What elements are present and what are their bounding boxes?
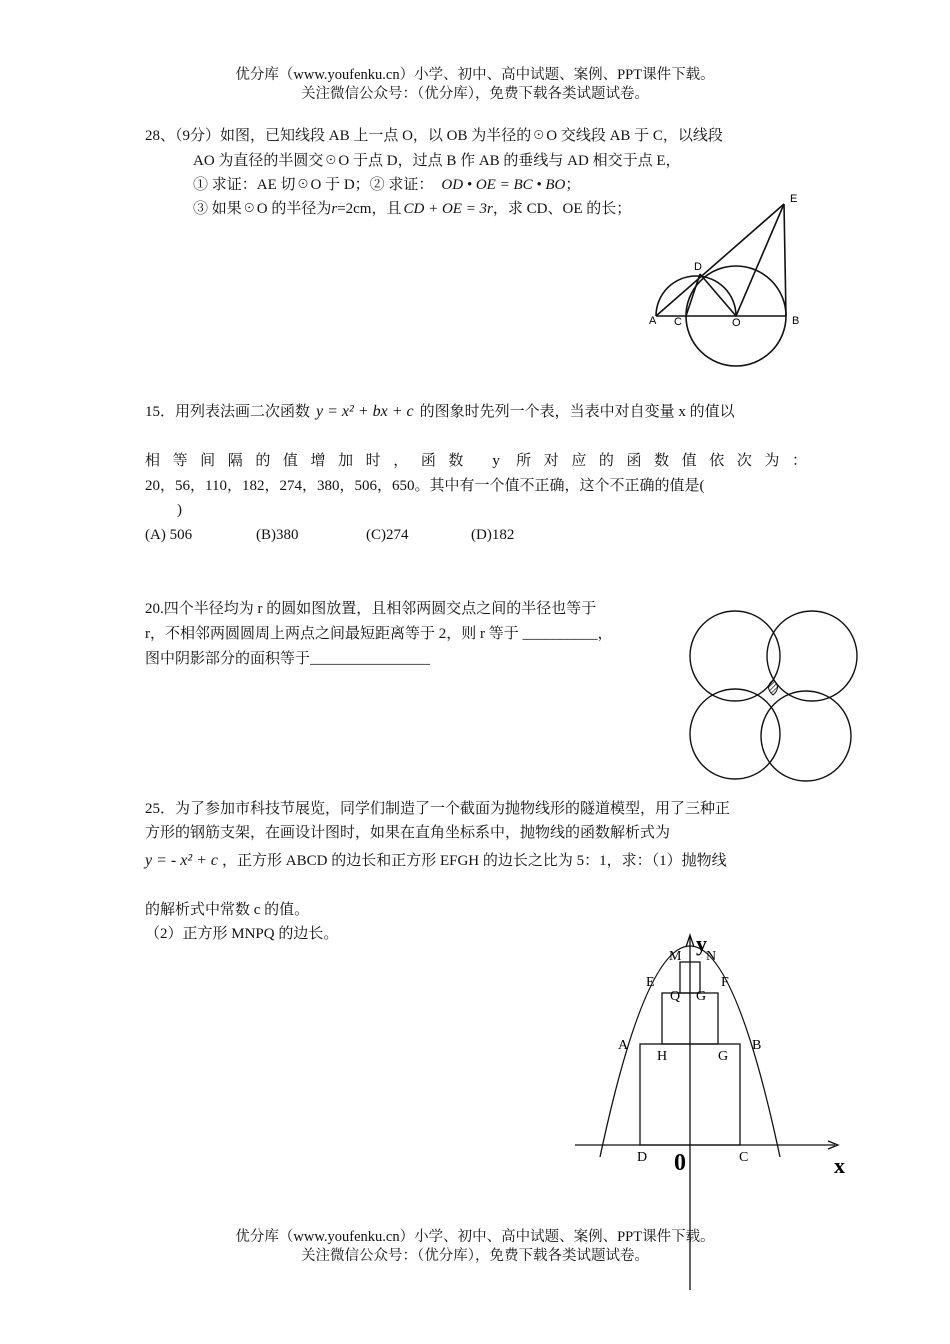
q28-segment-be [784,204,786,316]
q28-line-4 [193,197,631,221]
q28-line-4-end: ，求 CD、OE 的长； [492,201,632,217]
q28-radius-symbol: r [331,201,338,217]
q28-label-b: B [792,315,800,327]
header-line-2: 关注微信公众号：（优分库），免费下载各类试题试卷。 [301,86,649,102]
q15-formula: y = x² + bx + c [316,403,414,420]
q25-label-origin: 0 [674,1150,686,1176]
q20-line-2: r，不相邻两圆圆周上两点之间最短距离等于 2，则 r 等于 __________， [145,626,613,642]
q28-label-a: A [649,315,657,327]
q15-line-1-end: 的图象时先列一个表，当表中对自变量 x 的值以 [419,404,735,420]
q28-label-c: C [674,316,682,328]
q25-formula: y = - x² + c [145,852,219,869]
q28-segment-oe [736,204,784,316]
q25-label-b: B [752,1038,762,1053]
q28-label-o: O [732,317,741,329]
q28-line-4-mid: =2cm，且 [337,201,402,217]
q25-label-y: y [696,931,707,956]
q15-option-d: (D)182 [471,527,515,543]
q15-option-b: (B)380 [256,527,299,543]
q25-line-3-text: ，正方形 ABCD 的边长和正方形 EFGH 的边长之比为 5：1，求：（1）抛物线 [222,853,727,869]
q28-figure [640,190,820,370]
q28-line-3 [193,173,580,197]
q25-line-4: 的解析式中常数 c 的值。 [145,902,310,918]
footer-line-2: 关注微信公众号：（优分库），免费下载各类试题试卷。 [301,1248,649,1264]
q25-label-m: M [669,949,682,964]
q28-formula-2: CD + OE = 3r [403,201,493,217]
q28-line-1: 28、（9分）如图，已知线段 AB 上一点 O，以 OB 为半径的☉O 交线段 AB 于 C，以线段 [145,128,723,144]
q20-line-3: 图中阴影部分的面积等于________________ [145,651,431,667]
q25-label-c: C [739,1150,749,1165]
q25-label-a: A [618,1038,629,1053]
q25-label-x: x [834,1153,845,1178]
q25-label-d: D [637,1150,648,1165]
q25-label-g-upper: G [696,989,707,1004]
q28-line-4-text: ③ 如果☉O 的半径为 [193,201,332,217]
q28-line-2: AO 为直径的半圆交☉O 于点 D，过点 B 作 AB 的垂线与 AD 相交于点 E， [193,153,681,169]
q15-option-c: (C)274 [366,527,409,543]
q20-figure [685,605,860,780]
q28-label-e: E [790,193,798,205]
q15-line-1-text: 15．用列表法画二次函数 [145,404,311,420]
q15-option-a: (A) 506 [145,527,193,543]
q28-line-3-text: ① 求证：AE 切☉O 于 D；② 求证： [193,177,434,193]
q25-line-1: 25．为了参加市科技节展览，同学们制造了一个截面为抛物线形的隧道模型，用了三种正 [145,801,731,817]
q15-line-2: 相等间隔的值增加时，函数 y 所对应的函数值依次为： [145,453,807,469]
q28-label-d: D [694,261,702,273]
q25-label-q: Q [670,989,681,1004]
q15-line-4: ) [177,502,182,518]
q20-line-1: 20.四个半径均为 r 的圆如图放置，且相邻两圆交点之间的半径也等于 [145,601,597,617]
q25-label-e: E [646,975,655,990]
q28-segment-ae [656,204,784,316]
q20-circle-bottom-right [761,691,851,781]
q25-label-f: F [721,975,729,990]
q28-line-3-end: ； [565,177,581,193]
footer-line-1: 优分库（www.youfenku.cn）小学、初中、高中试题、案例、PPT课件下载。 [235,1229,715,1245]
q25-label-g-lower: G [718,1049,729,1064]
q20-circle-bottom-left [690,689,780,779]
q25-line-5: （2）正方形 MNPQ 的边长。 [145,926,339,942]
q25-label-h: H [657,1049,668,1064]
q28-segment-cd [686,274,700,316]
header-line-1: 优分库（www.youfenku.cn）小学、初中、高中试题、案例、PPT课件下载。 [235,67,715,83]
q15-line-3: 20，56，110，182，274，380，506，650。其中有一个值不正确，这个不正确的值是( [145,478,705,494]
q25-label-n: N [706,949,717,964]
q28-formula-1: OD • OE = BC • BO [441,177,566,193]
q15-line-1 [145,400,735,424]
q25-line-3 [145,849,727,873]
q25-line-2: 方形的钢筋支架，在画设计图时，如果在直角坐标系中，抛物线的函数解析式为 [145,825,671,841]
